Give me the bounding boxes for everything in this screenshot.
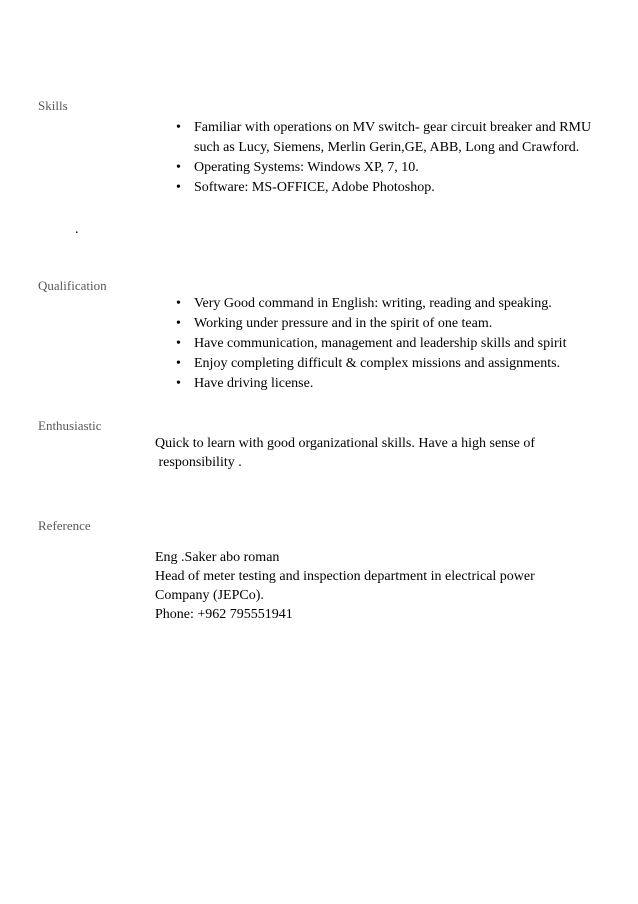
reference-heading: Reference (38, 518, 91, 533)
qualification-heading: Qualification (38, 278, 107, 293)
reference-phone: Phone: +962 795551941 (155, 607, 293, 622)
stray-period: . (75, 222, 79, 237)
enthusiastic-text (155, 434, 595, 472)
qualification-item-communication: • Have communication, management and leadership skills and spirit (176, 334, 596, 354)
qualification-list (176, 294, 596, 394)
reference-title-line-1: Head of meter testing and inspection department in electrical power (155, 569, 535, 584)
skills-item-operating-systems: • Operating Systems: Windows XP, 7, 10. (176, 158, 596, 178)
skills-list (176, 118, 596, 198)
qualification-item-english: • Very Good command in English: writing, reading and speaking. (176, 294, 596, 314)
qualification-item-pressure: • Working under pressure and in the spirit of one team. (176, 314, 596, 334)
skills-heading: Skills (38, 98, 68, 113)
enthusiastic-heading: Enthusiastic (38, 418, 102, 433)
reference-name: Eng .Saker abo roman (155, 550, 280, 565)
qualification-item-driving: • Have driving license. (176, 374, 596, 394)
qualification-item-missions: • Enjoy completing difficult & complex missions and assignments. (176, 354, 596, 374)
enthusiastic-line-1: Quick to learn with good organizational skills. Have a high sense of (155, 436, 535, 451)
reference-title-line-2: Company (JEPCo). (155, 588, 264, 603)
skills-item-software: • Software: MS-OFFICE, Adobe Photoshop. (176, 178, 596, 198)
reference-details (155, 548, 595, 624)
enthusiastic-line-2: responsibility . (155, 455, 242, 470)
skills-item-mv-switchgear: • Familiar with operations on MV switch- gear circuit breaker and RMU such as Lucy, Siemens, Merlin Gerin,GE, ABB, Long and Crawford. (176, 118, 596, 158)
